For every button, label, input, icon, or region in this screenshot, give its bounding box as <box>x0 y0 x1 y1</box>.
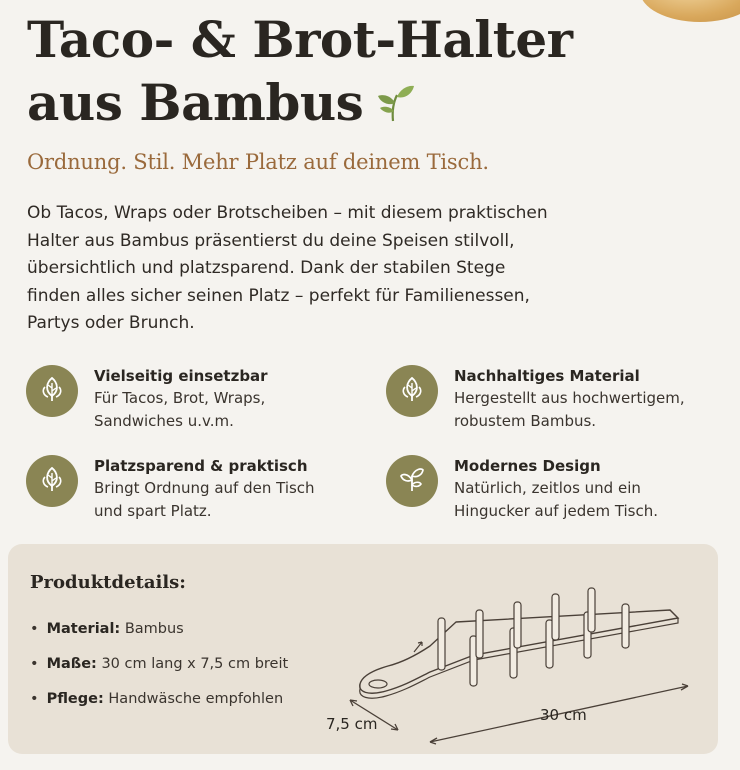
intro-line: Ob Tacos, Wraps oder Brotscheiben – mit diesem praktischen <box>27 203 548 223</box>
peg <box>514 602 521 648</box>
details-list <box>30 612 288 717</box>
sprout-icon <box>397 464 427 498</box>
feature-badge <box>26 455 78 507</box>
title-line-2: aus Bambus <box>27 73 364 132</box>
feature-text: robustem Bambus. <box>454 412 597 430</box>
subtitle: Ordnung. Stil. Mehr Platz auf deinem Tisch. <box>27 150 489 174</box>
details-item-masse <box>30 647 288 682</box>
feature-text: Sandwiches u.v.m. <box>94 412 234 430</box>
feature-title: Vielseitig einsetzbar <box>94 367 268 385</box>
bullet-icon: • <box>30 691 39 707</box>
details-title: Produktdetails: <box>30 572 186 593</box>
details-item-pflege <box>30 682 288 717</box>
dimension-width-label: 7,5 cm <box>326 715 378 733</box>
details-value: 30 cm lang x 7,5 cm breit <box>101 656 289 672</box>
details-key: Material: <box>46 621 121 637</box>
intro-line: Halter aus Bambus präsentierst du deine Speisen stilvoll, <box>27 230 515 251</box>
bullet-icon: • <box>30 621 39 637</box>
feature-text: Für Tacos, Brot, Wraps, <box>94 389 266 407</box>
feature-badge <box>386 365 438 417</box>
details-value: Bambus <box>124 621 184 637</box>
feature-title: Nachhaltiges Material <box>454 367 640 385</box>
peg <box>476 610 483 658</box>
feature-badge <box>26 365 78 417</box>
leaf-icon <box>37 464 67 498</box>
bullet-icon: • <box>30 656 39 672</box>
feature-title: Platzsparend & praktisch <box>94 457 308 475</box>
leaf-icon <box>37 374 67 408</box>
title-line-1: Taco- & Brot-Halter <box>27 10 573 69</box>
feature-design <box>386 455 658 523</box>
feature-vielseitig <box>26 365 268 433</box>
feature-nachhaltig <box>386 365 685 433</box>
feature-text: Hergestellt aus hochwertigem, <box>454 389 685 407</box>
feature-title: Modernes Design <box>454 457 601 475</box>
intro-paragraph <box>27 200 667 338</box>
details-key: Maße: <box>46 656 97 672</box>
leaf-icon <box>373 76 417 139</box>
details-item-material <box>30 612 288 647</box>
peg <box>588 588 595 632</box>
peg <box>438 618 445 670</box>
leaf-icon <box>397 374 427 408</box>
arrow-icon <box>414 642 422 652</box>
feature-text: und spart Platz. <box>94 502 212 520</box>
details-value: Handwäsche empfohlen <box>108 691 284 707</box>
product-details-panel <box>8 544 718 754</box>
product-diagram <box>338 560 708 745</box>
details-key: Pflege: <box>46 691 104 707</box>
dimension-length-label: 30 cm <box>540 706 587 724</box>
peg <box>552 594 559 640</box>
intro-line: Partys oder Brunch. <box>27 313 195 333</box>
intro-line: übersichtlich und platzsparend. Dank der stabilen Stege <box>27 258 506 278</box>
handle-hole <box>369 680 387 688</box>
feature-text: Natürlich, zeitlos und ein <box>454 479 641 497</box>
feature-badge <box>386 455 438 507</box>
intro-line: finden alles sicher seinen Platz – perfekt für Familienessen, <box>27 285 530 306</box>
peg <box>622 604 629 648</box>
feature-text: Bringt Ordnung auf den Tisch <box>94 479 315 497</box>
feature-platzsparend <box>26 455 315 523</box>
feature-text: Hingucker auf jedem Tisch. <box>454 502 659 520</box>
page-title <box>27 8 677 139</box>
